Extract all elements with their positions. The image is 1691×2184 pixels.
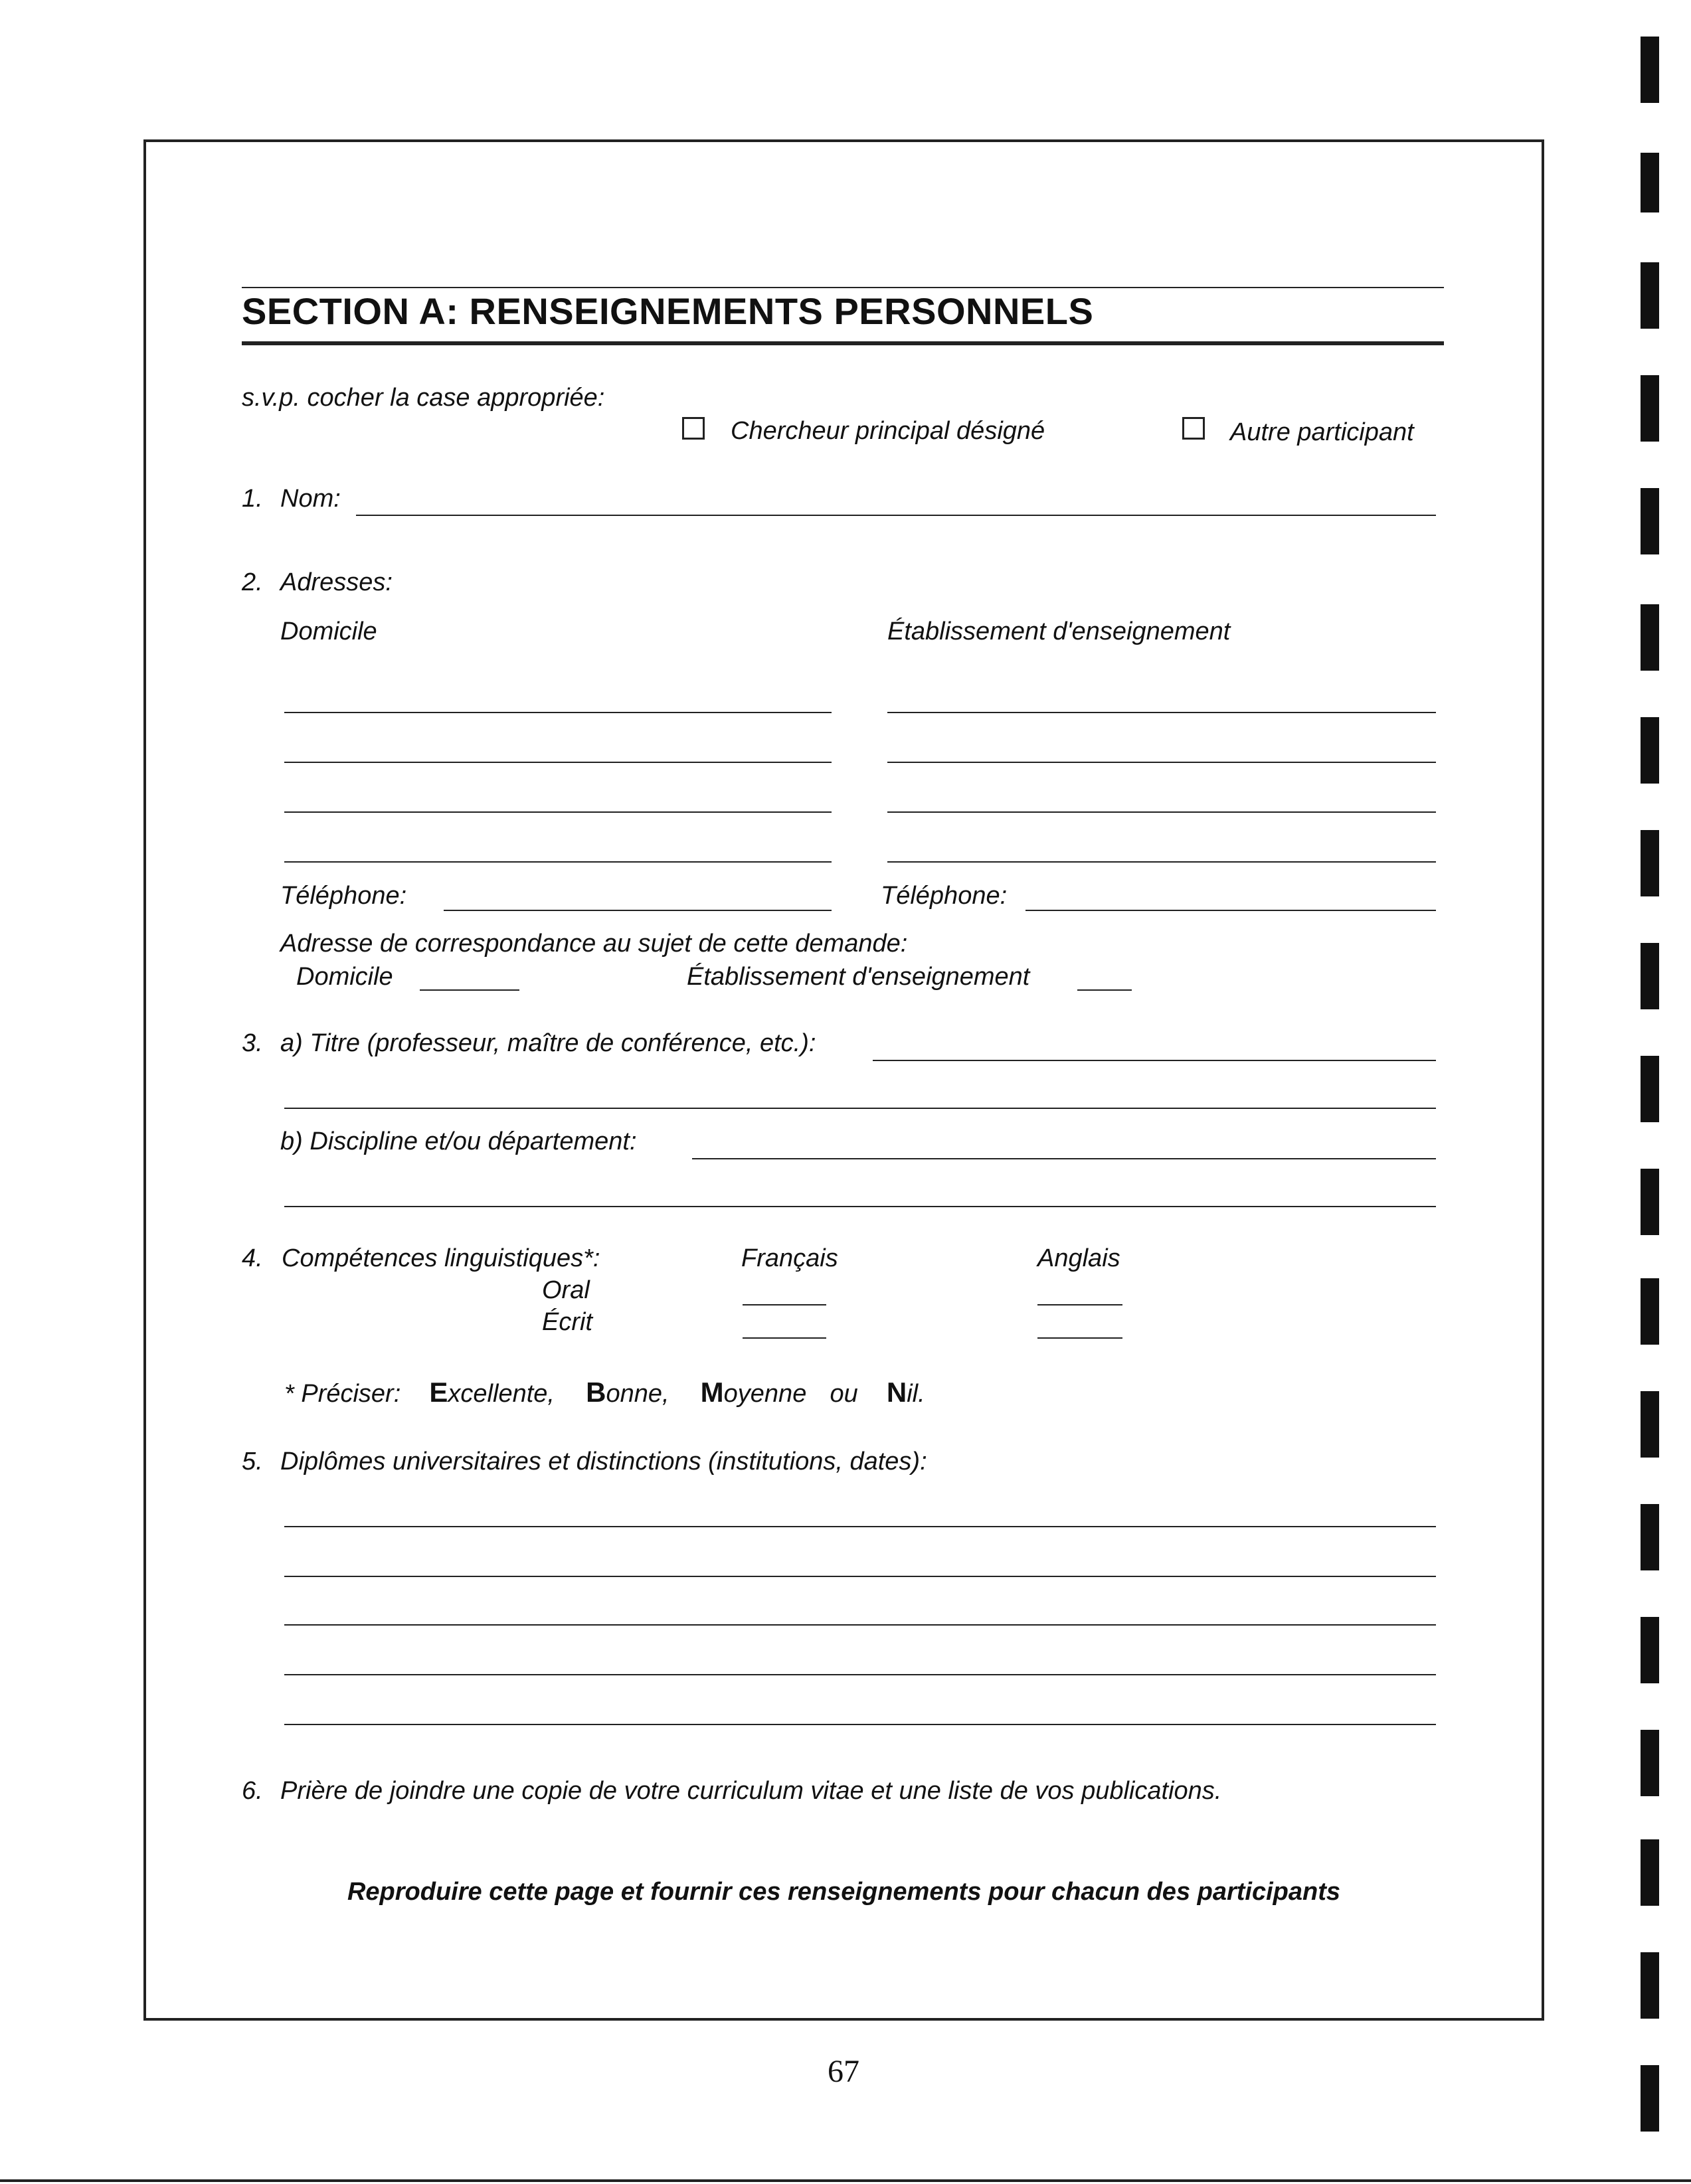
rating-initial: E bbox=[429, 1377, 448, 1408]
rating-initial: N bbox=[886, 1377, 907, 1408]
binding-mark bbox=[1641, 604, 1659, 671]
degrees-label: Diplômes universitaires et distinctions (institutions, dates): bbox=[280, 1448, 927, 1475]
binding-mark bbox=[1641, 943, 1659, 1009]
principal-checkbox[interactable] bbox=[682, 417, 705, 440]
correspondence-home-label: Domicile bbox=[296, 963, 393, 991]
french-column-heading: Français bbox=[741, 1244, 838, 1272]
binding-mark bbox=[1641, 1952, 1659, 2019]
home-phone-field[interactable] bbox=[444, 910, 832, 911]
principal-checkbox-label: Chercheur principal désigné bbox=[731, 417, 1045, 445]
institution-phone-label: Téléphone: bbox=[881, 882, 1008, 910]
title-field-continued[interactable] bbox=[284, 1108, 1436, 1109]
binding-mark bbox=[1641, 262, 1659, 329]
institution-address-line[interactable] bbox=[887, 861, 1436, 863]
other-checkbox-label: Autre participant bbox=[1230, 418, 1414, 446]
binding-mark bbox=[1641, 37, 1659, 103]
binding-mark bbox=[1641, 2065, 1659, 2132]
rating-rest: oyenne bbox=[723, 1380, 807, 1408]
rating-note-prefix: * Préciser: bbox=[284, 1380, 401, 1408]
title-label: a) Titre (professeur, maître de conférence, etc.): bbox=[280, 1029, 816, 1057]
other-checkbox[interactable] bbox=[1182, 417, 1205, 440]
binding-mark bbox=[1641, 153, 1659, 212]
binding-mark bbox=[1641, 830, 1659, 896]
rating-rest: onne, bbox=[606, 1380, 669, 1408]
q3-number: 3. bbox=[242, 1029, 263, 1057]
name-field[interactable] bbox=[356, 515, 1436, 516]
written-row-label: Écrit bbox=[542, 1308, 592, 1336]
title-field[interactable] bbox=[873, 1060, 1436, 1061]
discipline-label: b) Discipline et/ou département: bbox=[280, 1128, 637, 1155]
instruction-text: s.v.p. cocher la case appropriée: bbox=[242, 384, 605, 412]
cv-instruction: Prière de joindre une copie de votre curriculum vitae et une liste de vos publications. bbox=[280, 1777, 1222, 1805]
rating-initial: B bbox=[586, 1377, 606, 1408]
q4-number: 4. bbox=[242, 1244, 263, 1272]
institution-phone-field[interactable] bbox=[1025, 910, 1436, 911]
section-title: SECTION A: RENSEIGNEMENTS PERSONNELS bbox=[242, 290, 1094, 332]
discipline-field[interactable] bbox=[692, 1158, 1436, 1159]
binding-mark bbox=[1641, 375, 1659, 442]
institution-address-line[interactable] bbox=[887, 712, 1436, 713]
home-address-line[interactable] bbox=[284, 861, 832, 863]
binding-mark bbox=[1641, 488, 1659, 554]
home-address-line[interactable] bbox=[284, 712, 832, 713]
binding-mark bbox=[1641, 1730, 1659, 1796]
degrees-line[interactable] bbox=[284, 1724, 1436, 1725]
correspondence-home-field[interactable] bbox=[420, 989, 519, 991]
french-oral-field[interactable] bbox=[743, 1304, 826, 1305]
page-bottom-edge bbox=[0, 2179, 1691, 2182]
degrees-line[interactable] bbox=[284, 1576, 1436, 1577]
institution-address-line[interactable] bbox=[887, 762, 1436, 763]
oral-row-label: Oral bbox=[542, 1276, 590, 1304]
institution-address-line[interactable] bbox=[887, 811, 1436, 813]
french-written-field[interactable] bbox=[743, 1337, 826, 1339]
binding-mark bbox=[1641, 1617, 1659, 1683]
correspondence-institution-field[interactable] bbox=[1077, 989, 1132, 991]
binding-mark bbox=[1641, 1278, 1659, 1345]
reproduce-note: Reproduire cette page et fournir ces renseignements pour chacun des participants bbox=[347, 1878, 1341, 1906]
binding-mark bbox=[1641, 717, 1659, 784]
home-address-heading: Domicile bbox=[280, 618, 377, 645]
correspondence-institution-label: Établissement d'enseignement bbox=[687, 963, 1030, 991]
discipline-field-continued[interactable] bbox=[284, 1206, 1436, 1207]
binding-mark bbox=[1641, 1391, 1659, 1458]
rating-rest: xcellente, bbox=[448, 1380, 555, 1408]
institution-address-heading: Établissement d'enseignement bbox=[887, 618, 1231, 645]
q5-number: 5. bbox=[242, 1448, 263, 1475]
page-number: 67 bbox=[828, 2054, 859, 2089]
home-address-line[interactable] bbox=[284, 762, 832, 763]
rating-rest: il. bbox=[907, 1380, 925, 1408]
english-written-field[interactable] bbox=[1037, 1337, 1122, 1339]
english-oral-field[interactable] bbox=[1037, 1304, 1122, 1305]
header-top-rule bbox=[242, 287, 1444, 288]
binding-mark bbox=[1641, 1839, 1659, 1906]
rating-note bbox=[284, 1379, 925, 1406]
degrees-line[interactable] bbox=[284, 1526, 1436, 1527]
binding-mark bbox=[1641, 1169, 1659, 1235]
language-skills-label: Compétences linguistiques*: bbox=[282, 1244, 600, 1272]
home-address-line[interactable] bbox=[284, 811, 832, 813]
rating-or-word: ou bbox=[830, 1380, 858, 1408]
q6-number: 6. bbox=[242, 1777, 263, 1805]
degrees-line[interactable] bbox=[284, 1674, 1436, 1675]
binding-mark bbox=[1641, 1504, 1659, 1570]
rating-initial: M bbox=[700, 1377, 724, 1408]
correspondence-label: Adresse de correspondance au sujet de cette demande: bbox=[280, 930, 908, 958]
q2-number: 2. bbox=[242, 568, 263, 596]
binding-mark bbox=[1641, 1056, 1659, 1122]
q1-label: Nom: bbox=[280, 485, 341, 513]
home-phone-label: Téléphone: bbox=[280, 882, 407, 910]
q1-number: 1. bbox=[242, 485, 263, 513]
q2-label: Adresses: bbox=[280, 568, 393, 596]
header-bottom-rule bbox=[242, 341, 1444, 345]
english-column-heading: Anglais bbox=[1037, 1244, 1120, 1272]
degrees-line[interactable] bbox=[284, 1624, 1436, 1626]
